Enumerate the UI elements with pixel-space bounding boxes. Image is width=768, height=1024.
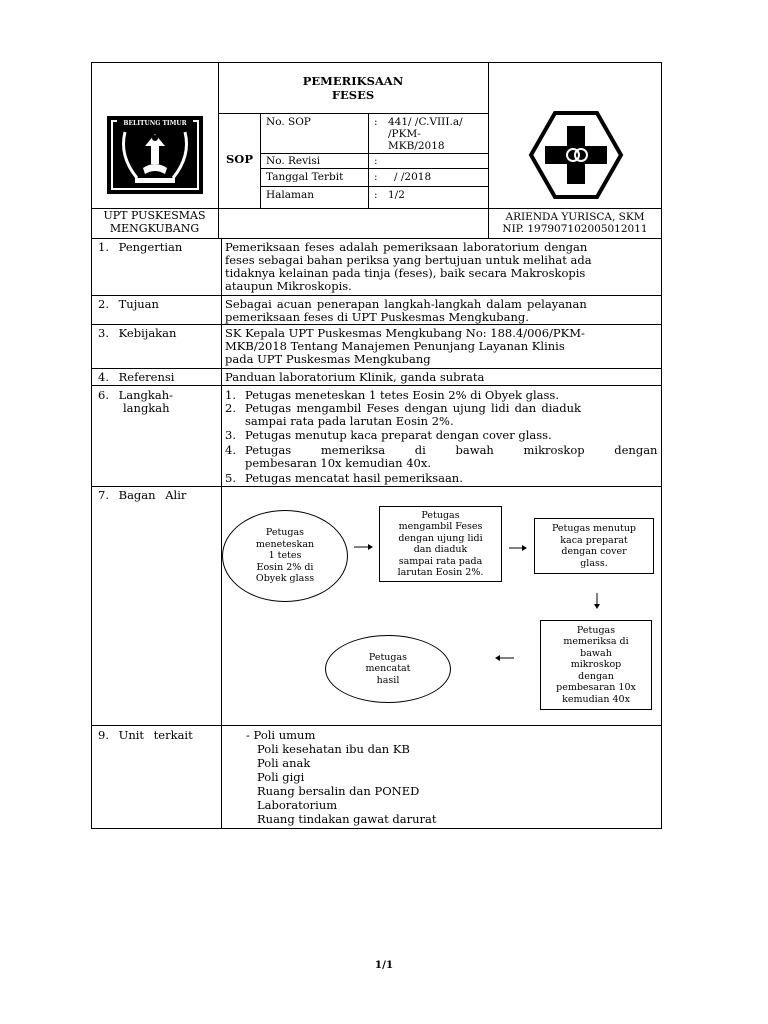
step-text: pembesaran 10x kemudian 40x. (245, 456, 432, 470)
halaman-value: 1/2 (388, 189, 405, 201)
flow-node-text: 1 tetes (268, 550, 302, 562)
flow-node-text: memeriksa di (563, 636, 629, 648)
unit-item: Laboratorium (257, 798, 338, 812)
flow-node-text: dengan (578, 670, 614, 682)
no-revisi-colon: : (374, 155, 378, 167)
flow-node-text: dan diaduk (413, 544, 468, 555)
arrow-right-icon (509, 545, 527, 551)
arrow-left-icon (495, 655, 514, 661)
flow-node-text: mikroskop (570, 659, 622, 671)
sop-label: SOP (226, 152, 253, 166)
step-number: 3. (225, 428, 236, 442)
kebijakan-text: pada UPT Puskesmas Mengkubang (225, 352, 431, 366)
arrow-right-icon (354, 544, 373, 550)
kebijakan-text: MKB/2018 Tentang Manajemen Penunjang Layanan Klinis (225, 339, 565, 353)
signer-nip: NIP. 197907102005012011 (502, 223, 648, 235)
flow-node-text: kemudian 40x (562, 693, 630, 705)
langkah-label: langkah (123, 401, 170, 415)
flow-node-text: Petugas (576, 624, 616, 636)
flow-node-text: Obyek glass (255, 573, 315, 585)
arrow-down-icon (594, 593, 600, 609)
unit-item: Ruang bersalin dan PONED (257, 784, 420, 798)
tanggal-terbit-colon: : (374, 171, 378, 183)
kebijakan-label: 3. Kebijakan (98, 326, 177, 340)
signer-name: ARIENDA YURISCA, SKM (505, 211, 645, 223)
pengertian-text: ataupun Mikroskopis. (225, 279, 352, 293)
langkah-label: 6. Langkah- (98, 388, 174, 402)
document-title-line1: PEMERIKSAAN (302, 74, 404, 88)
flow-node-text: hasil (376, 674, 400, 686)
page-number: 1/1 (374, 959, 394, 971)
step-text: Petugas menutup kaca preparat dengan cover glass. (245, 428, 552, 442)
flow-node-text: Eosin 2% di (256, 561, 314, 573)
no-sop-label: No. SOP (266, 116, 311, 128)
tujuan-text: pemeriksaan feses di UPT Puskesmas Mengkubang. (225, 310, 529, 324)
bagan-label: 7. Bagan Alir (98, 488, 187, 502)
tujuan-text: Sebagai acuan penerapan langkah-langkah dalam pelayanan (225, 297, 587, 311)
org-name-line1: UPT PUSKESMAS (103, 209, 206, 222)
flow-node-text: Petugas (265, 527, 305, 539)
no-sop-colon: : (374, 116, 378, 128)
unit-item: - Poli umum (246, 728, 316, 742)
step-text: Petugas memeriksa di bawah mikroskop dengan (245, 443, 658, 457)
flow-node-text: bawah (580, 647, 612, 659)
flow-node-text: mengambil Feses (398, 521, 483, 532)
step-text: Petugas meneteskan 1 tetes Eosin 2% di Obyek glass. (245, 388, 559, 402)
tanggal-terbit-value: / /2018 (394, 171, 432, 183)
flow-node-text: kaca preparat (560, 534, 628, 546)
tujuan-label: 2. Tujuan (98, 297, 159, 311)
referensi-text: Panduan laboratorium Klinik, ganda subrata (225, 370, 485, 384)
flow-node-text: mencatat (365, 663, 411, 675)
flow-node-text: Petugas (421, 509, 460, 521)
flow-node-text: Petugas menutup (551, 523, 637, 534)
logo-text: BELITUNG TIMUR (117, 120, 193, 127)
flow-node-text: larutan Eosin 2%. (397, 567, 484, 578)
no-sop-value: /PKM- (388, 128, 421, 140)
no-revisi-label: No. Revisi (266, 155, 321, 167)
pengertian-text: feses sebagai bahan periksa yang bertujuan untuk melihat ada (225, 253, 592, 267)
halaman-label: Halaman (266, 189, 315, 201)
unit-item: Ruang tindakan gawat darurat (257, 812, 437, 826)
unit-item: Poli kesehatan ibu dan KB (257, 742, 410, 756)
flow-node-text: meneteskan (255, 538, 315, 550)
flow-node-text: Petugas (368, 651, 408, 663)
halaman-colon: : (374, 189, 378, 201)
referensi-label: 4. Referensi (98, 370, 175, 384)
unit-item: Poli gigi (257, 770, 305, 784)
step-text: Petugas mengambil Feses dengan ujung lidi dan diaduk (245, 401, 581, 415)
flow-node-text: pembesaran 10x (556, 682, 636, 694)
flow-node-text: glass. (580, 557, 608, 569)
tanggal-terbit-label: Tanggal Terbit (266, 171, 344, 183)
flow-node-text: sampai rata pada (398, 555, 483, 567)
step-number: 2. (225, 401, 236, 415)
flow-node-text: dengan cover (561, 546, 627, 557)
no-sop-value: MKB/2018 (388, 140, 445, 152)
org-name-line2: MENGKUBANG (109, 222, 200, 235)
no-sop-value: 441/ /C.VIII.a/ (388, 116, 463, 128)
unit-item: Poli anak (257, 756, 311, 770)
step-number: 5. (225, 471, 236, 485)
pengertian-label: 1. Pengertian (98, 240, 183, 254)
unit-label: 9. Unit terkait (98, 728, 193, 742)
kebijakan-text: SK Kepala UPT Puskesmas Mengkubang No: 188.4/006/PKM- (225, 326, 585, 340)
pengertian-text: Pemeriksaan feses adalah pemeriksaan laboratorium dengan (225, 240, 588, 254)
document-title-line2: FESES (331, 88, 375, 102)
step-text: sampai rata pada larutan Eosin 2%. (245, 414, 454, 428)
flow-node-text: dengan ujung lidi (398, 532, 483, 544)
step-number: 1. (225, 388, 236, 402)
pengertian-text: tidaknya kelainan pada tinja (feses), baik secara Makroskopis (225, 266, 586, 280)
step-text: Petugas mencatat hasil pemeriksaan. (245, 471, 463, 485)
step-number: 4. (225, 443, 236, 457)
